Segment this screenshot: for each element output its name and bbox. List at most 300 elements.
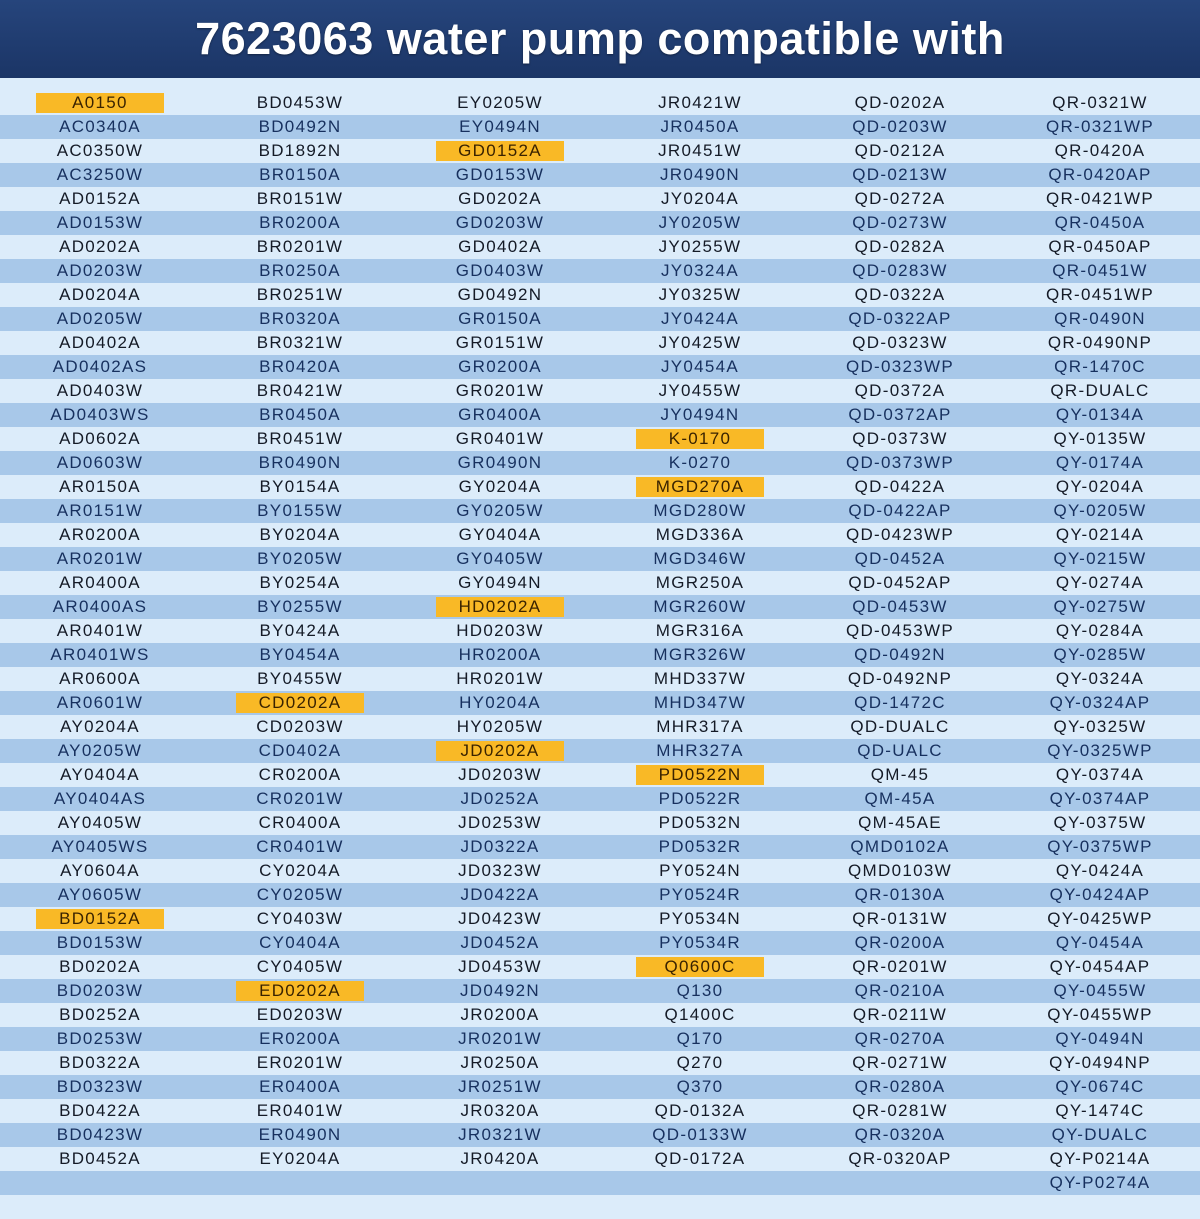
table-cell	[0, 907, 200, 931]
model-number: QR-0280A	[854, 1077, 946, 1096]
table-row	[0, 1123, 1200, 1147]
table-cell	[600, 499, 800, 523]
table-cell	[1000, 667, 1200, 691]
table-cell	[0, 763, 200, 787]
table-cell	[800, 955, 1000, 979]
table-cell	[400, 1171, 600, 1195]
table-cell	[600, 163, 800, 187]
table-cell	[800, 115, 1000, 139]
table-cell	[1000, 1099, 1200, 1123]
table-cell	[800, 211, 1000, 235]
table-cell	[1000, 883, 1200, 907]
model-number: QY-0285W	[1053, 645, 1147, 664]
table-cell	[0, 91, 200, 115]
table-cell	[1000, 187, 1200, 211]
model-number: BD1892N	[258, 141, 342, 160]
model-number: QY-0214A	[1055, 525, 1145, 544]
model-number: JR0321W	[458, 1125, 542, 1144]
model-number: AC3250W	[56, 165, 144, 184]
table-cell	[1000, 259, 1200, 283]
model-number: QD-DUALC	[850, 717, 950, 736]
model-number: QY-0275W	[1053, 597, 1147, 616]
model-number: QY-0215W	[1053, 549, 1147, 568]
model-number: BD0203W	[56, 981, 144, 1000]
model-number: Q1400C	[664, 1005, 736, 1024]
model-number: CY0205W	[256, 885, 344, 904]
table-cell	[0, 1195, 200, 1219]
model-number: QY-0204A	[1055, 477, 1145, 496]
table-cell	[1000, 1171, 1200, 1195]
table-cell	[600, 979, 800, 1003]
table-row	[0, 979, 1200, 1003]
table-cell	[600, 1123, 800, 1147]
model-number: QD-UALC	[857, 741, 943, 760]
table-cell	[200, 835, 400, 859]
table-row	[0, 547, 1200, 571]
table-cell	[200, 883, 400, 907]
model-number: QD-0423WP	[845, 525, 955, 544]
table-cell	[0, 1027, 200, 1051]
table-row	[0, 667, 1200, 691]
table-cell	[800, 835, 1000, 859]
model-number: QD-1472C	[854, 693, 946, 712]
table-row	[0, 643, 1200, 667]
model-number: JY0205W	[658, 213, 742, 232]
model-number: GY0494N	[458, 573, 542, 592]
model-number: QD-0203W	[852, 117, 948, 136]
model-number: GR0490N	[457, 453, 543, 472]
model-number: JR0201W	[458, 1029, 542, 1048]
model-number: QD-0272A	[854, 189, 946, 208]
table-cell	[600, 835, 800, 859]
table-cell	[0, 715, 200, 739]
table-row	[0, 235, 1200, 259]
table-row	[0, 811, 1200, 835]
table-cell	[800, 1099, 1000, 1123]
table-cell	[400, 1099, 600, 1123]
table-cell	[1000, 355, 1200, 379]
model-number: CY0404A	[259, 933, 341, 952]
table-cell	[0, 331, 200, 355]
model-number: AR0200A	[59, 525, 141, 544]
table-cell	[200, 1123, 400, 1147]
table-cell	[800, 355, 1000, 379]
model-number: GD0202A	[458, 189, 542, 208]
table-row	[0, 523, 1200, 547]
model-number: QR-0420A	[1054, 141, 1146, 160]
model-number: QR-1470C	[1054, 357, 1146, 376]
table-row	[0, 739, 1200, 763]
highlighted-model-number: GD0152A	[436, 141, 564, 161]
table-cell	[200, 1147, 400, 1171]
table-cell	[200, 307, 400, 331]
highlighted-model-number: PD0522N	[636, 765, 764, 785]
model-number: JR0250A	[460, 1053, 540, 1072]
model-number: QY-0455WP	[1047, 1005, 1153, 1024]
table-cell	[0, 451, 200, 475]
table-cell	[1000, 115, 1200, 139]
table-cell	[800, 1003, 1000, 1027]
model-number: BR0321W	[256, 333, 344, 352]
table-cell	[400, 619, 600, 643]
model-number: GR0201W	[455, 381, 545, 400]
model-number: QY-0375W	[1053, 813, 1147, 832]
table-cell	[600, 307, 800, 331]
model-number: JR0421W	[658, 93, 742, 112]
model-number: QY-0324AP	[1049, 693, 1151, 712]
table-cell	[600, 427, 800, 451]
model-number: QY-P0214A	[1049, 1149, 1151, 1168]
model-number: EY0205W	[457, 93, 543, 112]
table-cell	[600, 139, 800, 163]
model-number: QMD0103W	[848, 861, 952, 880]
table-cell	[0, 499, 200, 523]
model-number: AD0203W	[56, 261, 144, 280]
table-cell	[400, 787, 600, 811]
model-number: AC0350W	[56, 141, 144, 160]
model-number: AR0601W	[56, 693, 144, 712]
model-number: QD-0273W	[852, 213, 948, 232]
table-cell	[1000, 451, 1200, 475]
table-cell	[0, 163, 200, 187]
table-row	[0, 571, 1200, 595]
model-number: MGD336A	[655, 525, 745, 544]
table-cell	[1000, 211, 1200, 235]
compatibility-table	[0, 91, 1200, 1219]
table-cell	[1000, 331, 1200, 355]
table-cell	[0, 619, 200, 643]
table-cell	[400, 667, 600, 691]
model-number: QD-0452A	[854, 549, 946, 568]
table-cell	[600, 619, 800, 643]
model-number: AD0603W	[56, 453, 144, 472]
table-cell	[600, 1195, 800, 1219]
model-number: K-0270	[668, 453, 732, 472]
table-cell	[0, 667, 200, 691]
model-number: BY0455W	[257, 669, 343, 688]
table-cell	[600, 739, 800, 763]
model-number: BD0322A	[59, 1053, 141, 1072]
table-cell	[0, 259, 200, 283]
model-number: GD0403W	[455, 261, 545, 280]
table-cell	[800, 811, 1000, 835]
table-cell	[200, 667, 400, 691]
model-number: QD-0213W	[852, 165, 948, 184]
model-number: QM-45AE	[858, 813, 942, 832]
model-number: QD-0172A	[654, 1149, 746, 1168]
model-number: BD0423W	[56, 1125, 144, 1144]
table-row	[0, 907, 1200, 931]
model-number: BY0154A	[259, 477, 341, 496]
model-number: QY-0284A	[1055, 621, 1145, 640]
model-number: GY0405W	[456, 549, 544, 568]
table-cell	[200, 787, 400, 811]
table-cell	[800, 187, 1000, 211]
model-number: JD0253W	[458, 813, 542, 832]
highlighted-model-number: A0150	[36, 93, 164, 113]
model-number: JD0423W	[458, 909, 542, 928]
table-cell	[1000, 811, 1200, 835]
table-cell	[1000, 691, 1200, 715]
table-cell	[400, 1147, 600, 1171]
model-number: QR-0130A	[854, 885, 946, 904]
table-row	[0, 1003, 1200, 1027]
model-number: PY0524R	[659, 885, 741, 904]
table-cell	[1000, 235, 1200, 259]
highlighted-model-number: ED0202A	[236, 981, 364, 1001]
model-number: QR-0450AP	[1048, 237, 1152, 256]
table-cell	[800, 763, 1000, 787]
model-number: JR0420A	[460, 1149, 540, 1168]
table-cell	[400, 715, 600, 739]
model-number: AY0405WS	[51, 837, 149, 856]
table-cell	[600, 643, 800, 667]
model-number: AD0403W	[56, 381, 144, 400]
model-number: GR0400A	[458, 405, 542, 424]
table-cell	[0, 235, 200, 259]
table-row	[0, 1027, 1200, 1051]
model-number: ER0401W	[256, 1101, 344, 1120]
table-cell	[800, 1147, 1000, 1171]
table-row	[0, 427, 1200, 451]
table-cell	[0, 475, 200, 499]
model-number: JR0490N	[660, 165, 740, 184]
model-number: JD0252A	[460, 789, 540, 808]
model-number: JR0251W	[458, 1077, 542, 1096]
model-number: QY-0324A	[1055, 669, 1145, 688]
table-cell	[600, 187, 800, 211]
model-number: QD-0212A	[854, 141, 946, 160]
model-number: GD0153W	[455, 165, 545, 184]
model-number: QMD0102A	[850, 837, 950, 856]
table-cell	[1000, 931, 1200, 955]
table-cell	[400, 955, 600, 979]
table-cell	[200, 763, 400, 787]
model-number: QR-0451WP	[1045, 285, 1155, 304]
table-cell	[800, 1051, 1000, 1075]
table-cell	[1000, 643, 1200, 667]
model-number: BY0204A	[259, 525, 341, 544]
model-number: JY0424A	[660, 309, 740, 328]
table-cell	[800, 259, 1000, 283]
table-cell	[800, 859, 1000, 883]
model-number: QY-0274A	[1055, 573, 1145, 592]
table-cell	[800, 643, 1000, 667]
model-number: AY0204A	[60, 717, 140, 736]
model-number: QY-0375WP	[1047, 837, 1153, 856]
model-number: PY0534R	[659, 933, 741, 952]
model-number: AY0604A	[60, 861, 140, 880]
model-number: BY0205W	[257, 549, 343, 568]
model-number: ER0201W	[256, 1053, 344, 1072]
table-cell	[600, 331, 800, 355]
model-number: JD0323W	[458, 861, 542, 880]
table-cell	[400, 859, 600, 883]
table-row	[0, 379, 1200, 403]
table-row	[0, 331, 1200, 355]
model-number: BR0200A	[259, 213, 341, 232]
table-cell	[0, 571, 200, 595]
table-cell	[1000, 91, 1200, 115]
table-cell	[400, 1027, 600, 1051]
table-cell	[800, 379, 1000, 403]
table-cell	[1000, 307, 1200, 331]
model-number: GY0205W	[456, 501, 544, 520]
table-cell	[0, 427, 200, 451]
table-cell	[600, 1051, 800, 1075]
model-number: HD0203W	[456, 621, 544, 640]
model-number: QY-0454AP	[1049, 957, 1151, 976]
model-number: AR0600A	[59, 669, 141, 688]
table-cell	[1000, 1075, 1200, 1099]
model-number: GY0204A	[458, 477, 542, 496]
table-cell	[0, 739, 200, 763]
table-cell	[1000, 475, 1200, 499]
model-number: CR0401W	[256, 837, 344, 856]
table-row	[0, 931, 1200, 955]
model-number: QR-0281W	[852, 1101, 948, 1120]
table-row	[0, 283, 1200, 307]
table-row	[0, 1195, 1200, 1219]
model-number: QY-0174A	[1055, 453, 1145, 472]
table-cell	[400, 475, 600, 499]
model-number: JY0455W	[658, 381, 742, 400]
model-number: QY-0494NP	[1049, 1053, 1151, 1072]
model-number: MGD346W	[653, 549, 747, 568]
table-cell	[200, 1099, 400, 1123]
model-number: QD-0202A	[854, 93, 946, 112]
table-cell	[200, 1195, 400, 1219]
table-cell	[0, 403, 200, 427]
model-number: JY0325W	[658, 285, 742, 304]
model-number: AR0151W	[56, 501, 144, 520]
model-number: QR-0451W	[1052, 261, 1148, 280]
model-number: EY0494N	[459, 117, 541, 136]
model-number: QD-0133W	[652, 1125, 748, 1144]
model-number: AC0340A	[59, 117, 141, 136]
model-number: JY0425W	[658, 333, 742, 352]
table-cell	[1000, 427, 1200, 451]
table-cell	[400, 139, 600, 163]
model-number: MHD347W	[653, 693, 747, 712]
model-number: QY-0325WP	[1047, 741, 1153, 760]
table-row	[0, 259, 1200, 283]
table-cell	[200, 619, 400, 643]
model-number: BD0323W	[56, 1077, 144, 1096]
table-cell	[200, 403, 400, 427]
table-cell	[1000, 715, 1200, 739]
model-number: JD0422A	[460, 885, 540, 904]
model-number: BR0421W	[256, 381, 344, 400]
model-number: MGR250A	[655, 573, 745, 592]
model-number: AD0204A	[59, 285, 141, 304]
table-cell	[0, 1003, 200, 1027]
model-number: QR-0270A	[854, 1029, 946, 1048]
table-cell	[800, 163, 1000, 187]
table-cell	[1000, 955, 1200, 979]
model-number: JY0454A	[660, 357, 740, 376]
model-number: BR0420A	[259, 357, 341, 376]
model-number: QR-0211W	[852, 1005, 948, 1024]
table-cell	[600, 115, 800, 139]
model-number: QY-0494N	[1055, 1029, 1145, 1048]
table-cell	[0, 547, 200, 571]
table-cell	[800, 475, 1000, 499]
table-cell	[200, 523, 400, 547]
model-number: AD0403WS	[50, 405, 150, 424]
model-number: QD-0372A	[854, 381, 946, 400]
table-row	[0, 115, 1200, 139]
model-number: BR0201W	[256, 237, 344, 256]
model-number: AD0402A	[59, 333, 141, 352]
table-cell	[1000, 283, 1200, 307]
model-number: QR-0321WP	[1045, 117, 1155, 136]
model-number: AR0400AS	[52, 597, 148, 616]
model-number: QY-0374A	[1055, 765, 1145, 784]
table-cell	[600, 1171, 800, 1195]
table-row	[0, 619, 1200, 643]
model-number: PY0534N	[659, 909, 741, 928]
table-cell	[0, 1075, 200, 1099]
model-number: GR0150A	[458, 309, 542, 328]
model-number: QD-0453W	[852, 597, 948, 616]
model-number: JR0451W	[658, 141, 742, 160]
table-cell	[600, 1003, 800, 1027]
table-cell	[800, 691, 1000, 715]
model-number: HR0200A	[458, 645, 542, 664]
model-number: CY0204A	[259, 861, 341, 880]
model-number: BR0151W	[256, 189, 344, 208]
model-number: CR0400A	[258, 813, 342, 832]
model-number: QD-0492NP	[847, 669, 953, 688]
model-number: QY-0135W	[1053, 429, 1147, 448]
table-cell	[800, 787, 1000, 811]
table-cell	[400, 1123, 600, 1147]
table-cell	[600, 859, 800, 883]
model-number: BR0450A	[259, 405, 341, 424]
model-number: HY0204A	[459, 693, 541, 712]
model-number: AR0401WS	[50, 645, 150, 664]
model-number: AY0404A	[60, 765, 140, 784]
model-number: JD0453W	[458, 957, 542, 976]
table-cell	[800, 1123, 1000, 1147]
table-cell	[600, 931, 800, 955]
table-cell	[400, 931, 600, 955]
model-number: QR-0321W	[1052, 93, 1148, 112]
model-number: AD0153W	[56, 213, 144, 232]
table-cell	[200, 379, 400, 403]
model-number: BD0422A	[59, 1101, 141, 1120]
table-cell	[600, 811, 800, 835]
table-cell	[400, 835, 600, 859]
table-row	[0, 91, 1200, 115]
model-number: AD0402AS	[52, 357, 148, 376]
table-cell	[200, 91, 400, 115]
table-cell	[600, 715, 800, 739]
table-cell	[600, 763, 800, 787]
table-cell	[1000, 1147, 1200, 1171]
table-row	[0, 1147, 1200, 1171]
model-number: QD-0322A	[854, 285, 946, 304]
model-number: QR-0320AP	[848, 1149, 952, 1168]
table-row	[0, 355, 1200, 379]
highlighted-model-number: Q0600C	[636, 957, 764, 977]
table-cell	[200, 643, 400, 667]
table-cell	[200, 1171, 400, 1195]
table-cell	[800, 523, 1000, 547]
model-number: QM-45	[870, 765, 930, 784]
model-number: Q130	[676, 981, 724, 1000]
